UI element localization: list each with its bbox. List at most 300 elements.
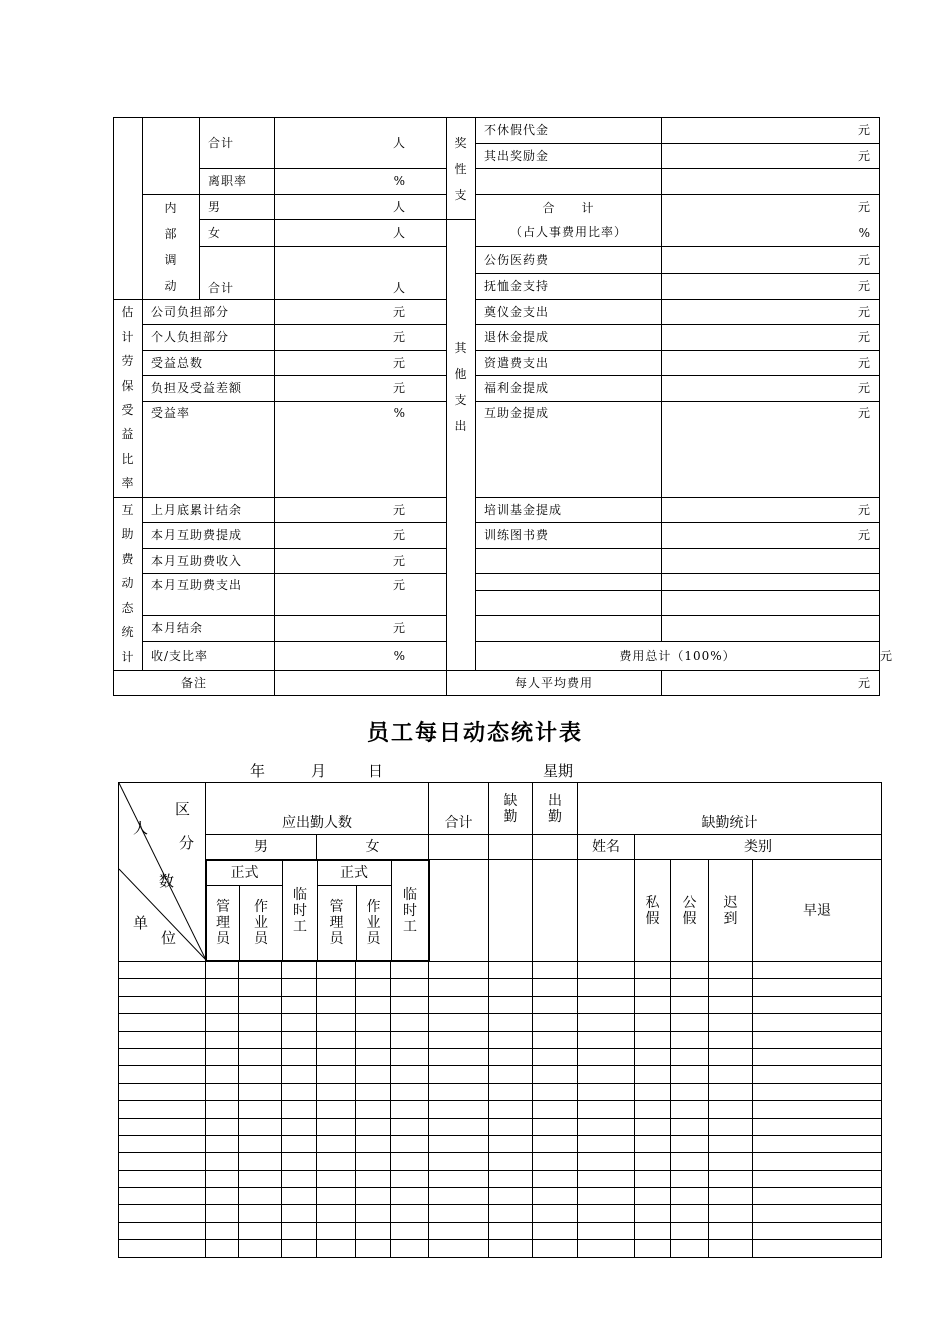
table-cell[interactable] bbox=[753, 1083, 882, 1100]
table-cell[interactable] bbox=[282, 1170, 317, 1187]
table-cell[interactable] bbox=[317, 1188, 356, 1205]
bonus-total-label: 合 计 （占人事费用比率） bbox=[476, 194, 662, 247]
fen-label: 分 bbox=[179, 834, 195, 852]
table-cell[interactable] bbox=[533, 1083, 578, 1100]
table-cell[interactable] bbox=[356, 1205, 391, 1222]
table-cell[interactable] bbox=[635, 1240, 671, 1257]
table-cell[interactable] bbox=[635, 979, 671, 996]
table-cell[interactable] bbox=[206, 1101, 239, 1118]
table-cell[interactable] bbox=[753, 1170, 882, 1187]
table-cell[interactable] bbox=[317, 1205, 356, 1222]
table-cell[interactable] bbox=[635, 1153, 671, 1170]
table-row bbox=[119, 1048, 882, 1065]
table-cell[interactable] bbox=[429, 1135, 489, 1152]
table-cell[interactable] bbox=[317, 1222, 356, 1239]
table-cell[interactable] bbox=[489, 1101, 533, 1118]
expense-statistics-table: 合计 人 奖 性 支 不休假代金 元 其出奖励金 元 离职率 % 内 部 调 动 男 人 合 计 （占人事费用比率） 元 % 女 人 其 他 支 出 合计 人 公伤医药费 元 抚恤金支持 元 估 计 劳 保 受 益 比 率 公司负担部分 元 奠仪金支出 元 个人负担部分 元 退休金提成 元 受益总数 元 资遣费支出 元 负担及受益差额 元 福利金提成 元 受益率 % 互助金提成 元 互 助 费 动 态 统 计 上月底累计结余 元 培训基金提成 元 本月互助费提成 元 训练图书费 元 本月互助费收入 元 本月互助费支出 元 本月结余 元 收/支比率 % 费用总计（100%） 元 备注 每人平均费用 元 bbox=[113, 117, 880, 696]
blank-cell bbox=[578, 860, 635, 962]
table-cell[interactable] bbox=[391, 962, 429, 979]
table-cell[interactable] bbox=[709, 1240, 753, 1257]
table-cell[interactable] bbox=[119, 1066, 206, 1083]
item-label: 本月互助费提成 bbox=[143, 523, 275, 549]
table-cell[interactable] bbox=[282, 1188, 317, 1205]
table-cell[interactable] bbox=[709, 1205, 753, 1222]
table-cell[interactable] bbox=[671, 1014, 709, 1031]
table-cell[interactable] bbox=[119, 1014, 206, 1031]
table-cell[interactable] bbox=[317, 1240, 356, 1257]
table-cell[interactable] bbox=[533, 1031, 578, 1048]
table-cell[interactable] bbox=[533, 1066, 578, 1083]
table-cell[interactable] bbox=[489, 996, 533, 1013]
table-cell[interactable] bbox=[239, 1170, 282, 1187]
table-cell[interactable] bbox=[317, 1066, 356, 1083]
table-cell[interactable] bbox=[709, 1031, 753, 1048]
year-label: 年 bbox=[250, 762, 266, 780]
table-cell[interactable] bbox=[429, 1066, 489, 1083]
table-cell[interactable] bbox=[635, 1205, 671, 1222]
table-cell[interactable] bbox=[391, 1170, 429, 1187]
table-cell[interactable] bbox=[429, 996, 489, 1013]
table-cell[interactable] bbox=[119, 1188, 206, 1205]
table-cell[interactable] bbox=[282, 1205, 317, 1222]
table-cell[interactable] bbox=[578, 1222, 635, 1239]
table-cell[interactable] bbox=[239, 962, 282, 979]
table-cell[interactable] bbox=[391, 1014, 429, 1031]
table-cell[interactable] bbox=[391, 1188, 429, 1205]
table-cell[interactable] bbox=[671, 996, 709, 1013]
table-cell[interactable] bbox=[239, 979, 282, 996]
table-cell[interactable] bbox=[489, 1153, 533, 1170]
table-cell[interactable] bbox=[671, 1205, 709, 1222]
table-cell[interactable] bbox=[635, 1031, 671, 1048]
table-cell[interactable] bbox=[206, 962, 239, 979]
table-cell[interactable] bbox=[282, 1048, 317, 1065]
table-cell[interactable] bbox=[709, 1188, 753, 1205]
blank-cell bbox=[533, 860, 578, 962]
table-cell[interactable] bbox=[635, 1048, 671, 1065]
manager-label: 管 理 员 bbox=[207, 886, 240, 961]
item-label: 训练图书费 bbox=[476, 523, 662, 549]
unit-ren: 人 bbox=[275, 194, 447, 220]
item-label: 收/支比率 bbox=[143, 641, 275, 670]
table-cell[interactable] bbox=[119, 1031, 206, 1048]
table-cell[interactable] bbox=[635, 1170, 671, 1187]
table-cell[interactable] bbox=[317, 1135, 356, 1152]
table-cell[interactable] bbox=[635, 1118, 671, 1135]
table-cell[interactable] bbox=[206, 1153, 239, 1170]
table-cell[interactable] bbox=[671, 1118, 709, 1135]
table-cell[interactable] bbox=[489, 962, 533, 979]
table-cell[interactable] bbox=[635, 1014, 671, 1031]
required-attendance-label: 应出勤人数 bbox=[206, 783, 429, 835]
table-cell[interactable] bbox=[671, 1101, 709, 1118]
table-cell[interactable] bbox=[206, 996, 239, 1013]
table-cell[interactable] bbox=[119, 1170, 206, 1187]
table-cell[interactable] bbox=[119, 1118, 206, 1135]
table-cell[interactable] bbox=[239, 1048, 282, 1065]
table-cell[interactable] bbox=[578, 1048, 635, 1065]
table-cell[interactable] bbox=[391, 996, 429, 1013]
attendance-data-rows bbox=[119, 962, 882, 1258]
table-cell[interactable] bbox=[489, 1240, 533, 1257]
table-cell[interactable] bbox=[391, 1031, 429, 1048]
table-cell[interactable] bbox=[753, 1135, 882, 1152]
table-cell[interactable] bbox=[429, 1101, 489, 1118]
table-cell[interactable] bbox=[709, 1118, 753, 1135]
table-cell[interactable] bbox=[753, 1066, 882, 1083]
table-cell[interactable] bbox=[206, 1240, 239, 1257]
table-cell[interactable] bbox=[489, 1135, 533, 1152]
table-cell[interactable] bbox=[239, 1066, 282, 1083]
table-cell[interactable] bbox=[671, 1031, 709, 1048]
table-cell[interactable] bbox=[753, 1118, 882, 1135]
table-cell[interactable] bbox=[489, 1014, 533, 1031]
table-cell[interactable] bbox=[489, 1205, 533, 1222]
table-cell[interactable] bbox=[282, 962, 317, 979]
table-cell[interactable] bbox=[578, 996, 635, 1013]
table-cell[interactable] bbox=[239, 1222, 282, 1239]
table-cell[interactable] bbox=[578, 1014, 635, 1031]
table-cell[interactable] bbox=[671, 1135, 709, 1152]
table-cell[interactable] bbox=[119, 1101, 206, 1118]
table-cell[interactable] bbox=[391, 1083, 429, 1100]
item-label: 本月互助费收入 bbox=[143, 548, 275, 574]
table-cell[interactable] bbox=[317, 962, 356, 979]
table-cell[interactable] bbox=[533, 1153, 578, 1170]
total-label: 合计 bbox=[200, 118, 275, 169]
table-cell[interactable] bbox=[119, 1222, 206, 1239]
table-cell[interactable] bbox=[671, 1048, 709, 1065]
table-cell[interactable] bbox=[119, 1205, 206, 1222]
table-cell[interactable] bbox=[671, 979, 709, 996]
table-cell[interactable] bbox=[356, 1048, 391, 1065]
table-cell[interactable] bbox=[239, 1188, 282, 1205]
table-cell[interactable] bbox=[753, 1240, 882, 1257]
table-cell[interactable] bbox=[753, 1188, 882, 1205]
table-cell[interactable] bbox=[635, 962, 671, 979]
table-cell[interactable] bbox=[119, 996, 206, 1013]
table-cell[interactable] bbox=[282, 1066, 317, 1083]
table-cell[interactable] bbox=[489, 1066, 533, 1083]
unit-pct: % bbox=[275, 641, 447, 670]
table-cell[interactable] bbox=[239, 1031, 282, 1048]
table-cell[interactable] bbox=[206, 1205, 239, 1222]
table-cell[interactable] bbox=[391, 1048, 429, 1065]
table-cell[interactable] bbox=[206, 1135, 239, 1152]
total-label: 合计 bbox=[429, 783, 489, 835]
formal-label: 正式 bbox=[317, 861, 391, 886]
table-cell[interactable] bbox=[119, 1135, 206, 1152]
table-cell[interactable] bbox=[578, 979, 635, 996]
item-label: 资遣费支出 bbox=[476, 350, 662, 376]
table-cell[interactable] bbox=[119, 1240, 206, 1257]
table-cell[interactable] bbox=[753, 1031, 882, 1048]
table-cell[interactable] bbox=[206, 1014, 239, 1031]
table-cell[interactable] bbox=[317, 1153, 356, 1170]
table-cell[interactable] bbox=[489, 979, 533, 996]
unit-ren: 人 bbox=[275, 247, 447, 300]
table-cell[interactable] bbox=[489, 1170, 533, 1187]
table-cell[interactable] bbox=[317, 979, 356, 996]
table-cell[interactable] bbox=[317, 1101, 356, 1118]
male-label: 男 bbox=[206, 835, 317, 860]
table-cell[interactable] bbox=[533, 1205, 578, 1222]
table-cell[interactable] bbox=[239, 1118, 282, 1135]
table-row bbox=[119, 1066, 882, 1083]
unit-yuan: 元 bbox=[662, 299, 880, 325]
table-cell[interactable] bbox=[317, 1014, 356, 1031]
table-cell[interactable] bbox=[635, 1188, 671, 1205]
table-cell[interactable] bbox=[119, 979, 206, 996]
item-label: 互助金提成 bbox=[476, 401, 662, 497]
table-cell[interactable] bbox=[239, 1135, 282, 1152]
table-cell[interactable] bbox=[391, 1153, 429, 1170]
table-cell[interactable] bbox=[429, 979, 489, 996]
table-cell[interactable] bbox=[391, 979, 429, 996]
table-cell[interactable] bbox=[282, 1135, 317, 1152]
table-cell[interactable] bbox=[282, 1222, 317, 1239]
table-cell[interactable] bbox=[709, 1135, 753, 1152]
table-cell[interactable] bbox=[533, 996, 578, 1013]
blank-cell bbox=[429, 860, 489, 962]
table-cell[interactable] bbox=[282, 1153, 317, 1170]
unit-yuan: 元 bbox=[662, 247, 880, 274]
table-cell[interactable] bbox=[578, 1188, 635, 1205]
table-cell[interactable] bbox=[317, 1083, 356, 1100]
table-cell[interactable] bbox=[578, 1083, 635, 1100]
table-cell[interactable] bbox=[753, 1048, 882, 1065]
table-cell[interactable] bbox=[753, 979, 882, 996]
table-cell[interactable] bbox=[317, 1048, 356, 1065]
day-label: 日 bbox=[368, 762, 384, 780]
table-cell[interactable] bbox=[709, 996, 753, 1013]
table-cell[interactable] bbox=[753, 1101, 882, 1118]
blank-cell bbox=[143, 118, 200, 195]
table-cell[interactable] bbox=[239, 1101, 282, 1118]
table-cell[interactable] bbox=[282, 1240, 317, 1257]
table-cell[interactable] bbox=[709, 1170, 753, 1187]
table-cell[interactable] bbox=[356, 1118, 391, 1135]
table-cell[interactable] bbox=[709, 1222, 753, 1239]
table-cell[interactable] bbox=[671, 1083, 709, 1100]
table-cell[interactable] bbox=[533, 1188, 578, 1205]
item-label: 其出奖励金 bbox=[476, 143, 662, 169]
blank-cell bbox=[489, 860, 533, 962]
table-cell[interactable] bbox=[533, 1014, 578, 1031]
table-cell[interactable] bbox=[709, 962, 753, 979]
table-cell[interactable] bbox=[356, 1014, 391, 1031]
table-cell[interactable] bbox=[356, 962, 391, 979]
table-cell[interactable] bbox=[709, 1083, 753, 1100]
table-cell[interactable] bbox=[356, 979, 391, 996]
table-cell[interactable] bbox=[317, 1170, 356, 1187]
table-cell[interactable] bbox=[671, 1153, 709, 1170]
table-cell[interactable] bbox=[429, 1170, 489, 1187]
table-cell[interactable] bbox=[356, 1031, 391, 1048]
table-cell[interactable] bbox=[356, 1153, 391, 1170]
table-cell[interactable] bbox=[119, 1048, 206, 1065]
blank-cell bbox=[662, 169, 880, 195]
table-cell[interactable] bbox=[671, 1170, 709, 1187]
table-cell[interactable] bbox=[578, 1240, 635, 1257]
table-cell[interactable] bbox=[671, 962, 709, 979]
table-cell[interactable] bbox=[206, 1170, 239, 1187]
table-cell[interactable] bbox=[709, 1048, 753, 1065]
table-cell[interactable] bbox=[578, 962, 635, 979]
table-cell[interactable] bbox=[578, 1135, 635, 1152]
table-cell[interactable] bbox=[671, 1240, 709, 1257]
table-cell[interactable] bbox=[239, 1083, 282, 1100]
table-cell[interactable] bbox=[578, 1153, 635, 1170]
table-cell[interactable] bbox=[391, 1101, 429, 1118]
table-cell[interactable] bbox=[709, 1101, 753, 1118]
table-cell[interactable] bbox=[533, 1118, 578, 1135]
table-cell[interactable] bbox=[239, 1014, 282, 1031]
table-cell[interactable] bbox=[206, 1048, 239, 1065]
table-cell[interactable] bbox=[489, 1048, 533, 1065]
table-cell[interactable] bbox=[578, 1170, 635, 1187]
table-cell[interactable] bbox=[206, 1083, 239, 1100]
table-cell[interactable] bbox=[671, 1188, 709, 1205]
table-cell[interactable] bbox=[356, 996, 391, 1013]
table-cell[interactable] bbox=[671, 1066, 709, 1083]
table-cell[interactable] bbox=[356, 1240, 391, 1257]
table-cell[interactable] bbox=[206, 1066, 239, 1083]
table-cell[interactable] bbox=[356, 1188, 391, 1205]
table-cell[interactable] bbox=[206, 979, 239, 996]
table-cell[interactable] bbox=[317, 1031, 356, 1048]
total-expense-label: 费用总计（100%） bbox=[476, 641, 880, 670]
item-label: 个人负担部分 bbox=[143, 325, 275, 351]
table-cell[interactable] bbox=[391, 1118, 429, 1135]
table-cell[interactable] bbox=[709, 1066, 753, 1083]
table-cell[interactable] bbox=[429, 1118, 489, 1135]
table-cell[interactable] bbox=[533, 1135, 578, 1152]
table-cell[interactable] bbox=[429, 1048, 489, 1065]
temp-worker-label: 临 时 工 bbox=[283, 861, 318, 961]
table-cell[interactable] bbox=[239, 1240, 282, 1257]
table-cell[interactable] bbox=[489, 1083, 533, 1100]
table-cell[interactable] bbox=[356, 1170, 391, 1187]
table-cell[interactable] bbox=[206, 1031, 239, 1048]
table-cell[interactable] bbox=[489, 1222, 533, 1239]
table-cell[interactable] bbox=[533, 1170, 578, 1187]
table-cell[interactable] bbox=[533, 1048, 578, 1065]
table-cell[interactable] bbox=[239, 1205, 282, 1222]
table-cell[interactable] bbox=[391, 1205, 429, 1222]
table-cell[interactable] bbox=[753, 962, 882, 979]
table-cell[interactable] bbox=[753, 1222, 882, 1239]
month-label: 月 bbox=[311, 762, 327, 780]
table-cell[interactable] bbox=[391, 1240, 429, 1257]
turnover-rate-label: 离职率 bbox=[200, 169, 275, 195]
personal-leave-label: 私 假 bbox=[635, 860, 671, 962]
table-cell[interactable] bbox=[282, 979, 317, 996]
table-cell[interactable] bbox=[635, 1101, 671, 1118]
manager-label: 管 理 员 bbox=[317, 886, 356, 961]
table-cell[interactable] bbox=[206, 1188, 239, 1205]
female-sub-header bbox=[317, 860, 429, 962]
table-cell[interactable] bbox=[356, 1083, 391, 1100]
table-cell[interactable] bbox=[317, 996, 356, 1013]
table-cell[interactable] bbox=[578, 1066, 635, 1083]
table-cell[interactable] bbox=[206, 1222, 239, 1239]
table-cell[interactable] bbox=[429, 1083, 489, 1100]
table-cell[interactable] bbox=[282, 1083, 317, 1100]
table-cell[interactable] bbox=[391, 1222, 429, 1239]
table-cell[interactable] bbox=[533, 1101, 578, 1118]
table-cell[interactable] bbox=[429, 1205, 489, 1222]
blank-cell bbox=[114, 118, 143, 300]
table-cell[interactable] bbox=[282, 1118, 317, 1135]
table-cell[interactable] bbox=[282, 1031, 317, 1048]
table-cell[interactable] bbox=[489, 1188, 533, 1205]
table-cell[interactable] bbox=[429, 1222, 489, 1239]
blank-cell bbox=[533, 835, 578, 860]
table-cell[interactable] bbox=[391, 1066, 429, 1083]
table-cell[interactable] bbox=[753, 996, 882, 1013]
table-cell[interactable] bbox=[635, 1135, 671, 1152]
table-cell[interactable] bbox=[119, 962, 206, 979]
table-cell[interactable] bbox=[578, 1118, 635, 1135]
table-cell[interactable] bbox=[635, 1066, 671, 1083]
table-cell[interactable] bbox=[429, 1240, 489, 1257]
table-cell[interactable] bbox=[429, 1031, 489, 1048]
blank-cell bbox=[662, 548, 880, 574]
table-cell[interactable] bbox=[578, 1101, 635, 1118]
table-cell[interactable] bbox=[533, 1222, 578, 1239]
table-cell[interactable] bbox=[489, 1031, 533, 1048]
worker-label: 作 业 员 bbox=[240, 886, 283, 961]
table-cell[interactable] bbox=[671, 1222, 709, 1239]
table-cell[interactable] bbox=[317, 1118, 356, 1135]
table-cell[interactable] bbox=[119, 1083, 206, 1100]
table-cell[interactable] bbox=[429, 962, 489, 979]
table-cell[interactable] bbox=[391, 1135, 429, 1152]
table-cell[interactable] bbox=[282, 996, 317, 1013]
table-cell[interactable] bbox=[753, 1153, 882, 1170]
item-label: 培训基金提成 bbox=[476, 497, 662, 523]
table-cell[interactable] bbox=[429, 1188, 489, 1205]
table-cell[interactable] bbox=[533, 979, 578, 996]
table-cell[interactable] bbox=[429, 1014, 489, 1031]
table-cell[interactable] bbox=[489, 1118, 533, 1135]
table-cell[interactable] bbox=[709, 979, 753, 996]
table-cell[interactable] bbox=[533, 1240, 578, 1257]
table-cell[interactable] bbox=[239, 1153, 282, 1170]
table-cell[interactable] bbox=[282, 1014, 317, 1031]
table-cell[interactable] bbox=[578, 1205, 635, 1222]
table-cell[interactable] bbox=[709, 1153, 753, 1170]
table-cell[interactable] bbox=[753, 1014, 882, 1031]
table-cell[interactable] bbox=[239, 996, 282, 1013]
table-cell[interactable] bbox=[635, 996, 671, 1013]
table-cell[interactable] bbox=[429, 1153, 489, 1170]
table-cell[interactable] bbox=[206, 1118, 239, 1135]
table-cell[interactable] bbox=[635, 1083, 671, 1100]
table-cell[interactable] bbox=[356, 1066, 391, 1083]
table-cell[interactable] bbox=[282, 1101, 317, 1118]
table-cell[interactable] bbox=[119, 1153, 206, 1170]
table-cell[interactable] bbox=[533, 962, 578, 979]
table-cell[interactable] bbox=[356, 1101, 391, 1118]
table-cell[interactable] bbox=[709, 1014, 753, 1031]
table-cell[interactable] bbox=[635, 1222, 671, 1239]
table-cell[interactable] bbox=[356, 1135, 391, 1152]
table-cell[interactable] bbox=[753, 1205, 882, 1222]
table-cell[interactable] bbox=[356, 1222, 391, 1239]
table-cell[interactable] bbox=[578, 1031, 635, 1048]
